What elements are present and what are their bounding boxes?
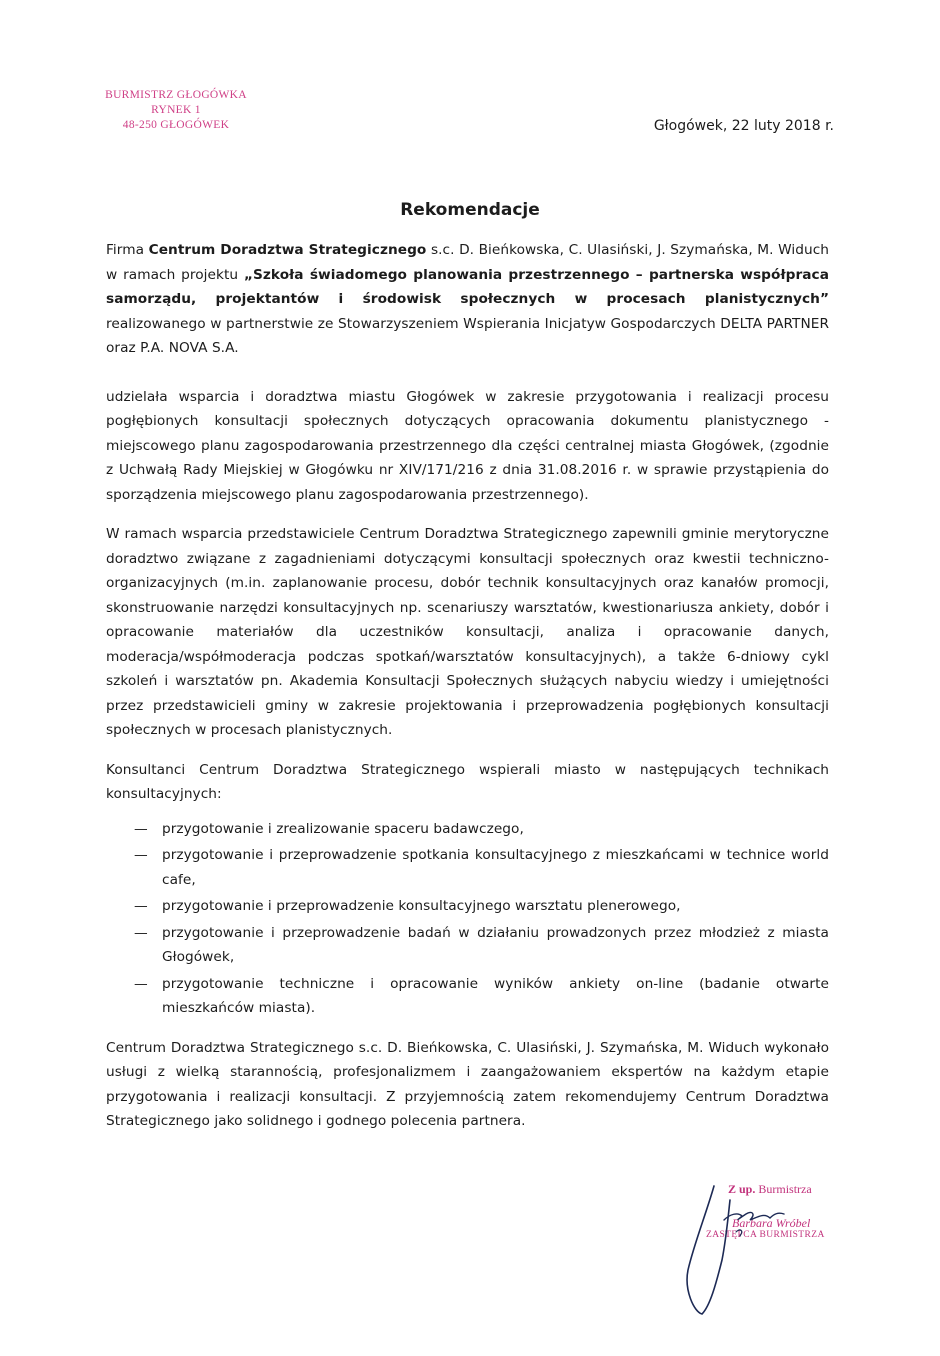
list-item	[106, 972, 829, 1021]
firm-name: Centrum Doradztwa Strategicznego	[148, 242, 427, 258]
technique-text: przygotowanie i zrealizowanie spaceru badawczego,	[162, 820, 524, 837]
stamp-line-office: BURMISTRZ GŁOGÓWKA	[105, 89, 247, 101]
project-name: „Szkoła świadomego planowania przestrzennego – partnerska współpraca samorządu, projektantów i środowisk społecznych w procesach planistycznych”	[106, 266, 829, 307]
technique-text: przygotowanie i przeprowadzenie spotkania konsultacyjnego z mieszkańcami w technice world cafe,	[162, 847, 829, 888]
intro-text-1: Firma	[106, 242, 149, 258]
closing-paragraph: Centrum Doradztwa Strategicznego s.c. D. Bieńkowska, C. Ulasiński, J. Szymańska, M. Widuch wykonało usługi z wielką starannością, profesjonalizmem i zaangażowaniem ekspertów na każdym etapie przygotowania i realizacji konsultacji. Z przyjemnością zatem rekomendujemy Centrum Doradztwa Strategicznego jako solidnego i godnego polecenia partnera.	[106, 1039, 829, 1129]
signature-block	[680, 1174, 850, 1324]
date-line: Głogówek, 22 luty 2018 r.	[653, 118, 834, 134]
intro-text-3: realizowanego w partnerstwie ze Stowarzyszeniem Wspierania Inicjatyw Gospodarczych DELTA PARTNER oraz P.A. NOVA S.A.	[106, 315, 829, 356]
techniques-intro: Konsultanci Centrum Doradztwa Strategicznego wspierali miasto w następujących technikach konsultacyjnych:	[106, 761, 829, 802]
list-item	[106, 817, 829, 842]
handwritten-signature	[680, 1174, 850, 1324]
intro-text-2: s.c. D. Bieńkowska, C. Ulasiński, J. Szymańska, M. Widuch w ramach projektu	[106, 242, 829, 283]
signature-zup: Z up.	[728, 1182, 756, 1196]
intro-paragraph	[106, 238, 829, 361]
list-item	[106, 894, 829, 919]
signature-office: Burmistrza	[758, 1182, 812, 1196]
techniques-list	[106, 817, 829, 1021]
scope-paragraph: W ramach wsparcia przedstawiciele Centrum Doradztwa Strategicznego zapewnili gminie merytoryczne doradztwo związane z zagadnieniami dotyczącymi konsultacji społecznych oraz kwestii techniczno-organizacyjnych (m.in. zaplanowanie procesu, dobór technik konsultacyjnych oraz kanałów promocji, skonstruowanie narzędzi konsultacyjnych np. scenariuszy warsztatów, kwestionariusza ankiety, dobór i opracowanie materiałów dla uczestników konsultacji, analiza i opracowanie danych, moderacja/współmoderacja podczas spotkań/warsztatów konsultacyjnych), a także 6-dniowy cykl szkoleń i warsztatów pn. Akademia Konsultacji Społecznych służących nabyciu wiedzy i umiejętności przez przedstawicieli gminy w zakresie projektowania i przeprowadzenia pogłębionych konsultacji społecznych w procesach planistycznych.	[106, 526, 829, 738]
list-item	[106, 921, 829, 970]
list-item	[106, 843, 829, 892]
dash-marker: —	[134, 898, 148, 914]
stamp-line-city: 48-250 GŁOGÓWEK	[122, 119, 230, 131]
stamp-line-street: RYNEK 1	[151, 104, 201, 116]
technique-text: przygotowanie i przeprowadzenie badań w działaniu prowadzonych przez młodzież z miasta Głogówek,	[162, 924, 829, 965]
letter-body	[106, 238, 829, 1134]
signatory-role: ZASTĘPCA BURMISTRZA	[706, 1230, 825, 1240]
technique-text: przygotowanie techniczne i opracowanie wyników ankiety on-line (badanie otwarte mieszkańców miasta).	[162, 975, 829, 1016]
dash-marker: —	[134, 847, 148, 863]
dash-marker: —	[134, 924, 148, 941]
technique-text: przygotowanie i przeprowadzenie konsultacyjnego warsztatu plenerowego,	[162, 898, 681, 914]
dash-marker: —	[134, 975, 148, 992]
letter-title: Rekomendacje	[400, 200, 540, 220]
dash-marker: —	[134, 820, 148, 837]
signatory-name: Barbara Wróbel	[732, 1216, 811, 1230]
office-stamp	[88, 88, 264, 133]
support-paragraph: udzielała wsparcia i doradztwa miastu Głogówek w zakresie przygotowania i realizacji procesu pogłębionych konsultacji społecznych dotyczących opracowania dokumentu planistycznego - miejscowego planu zagospodarowania przestrzennego dla części centralnej miasta Głogówek, (zgodnie z Uchwałą Rady Miejskiej w Głogówku nr XIV/171/216 z dnia 31.08.2016 r. w sprawie przystąpienia do sporządzenia miejscowego planu zagospodarowania przestrzennego).	[106, 388, 829, 503]
